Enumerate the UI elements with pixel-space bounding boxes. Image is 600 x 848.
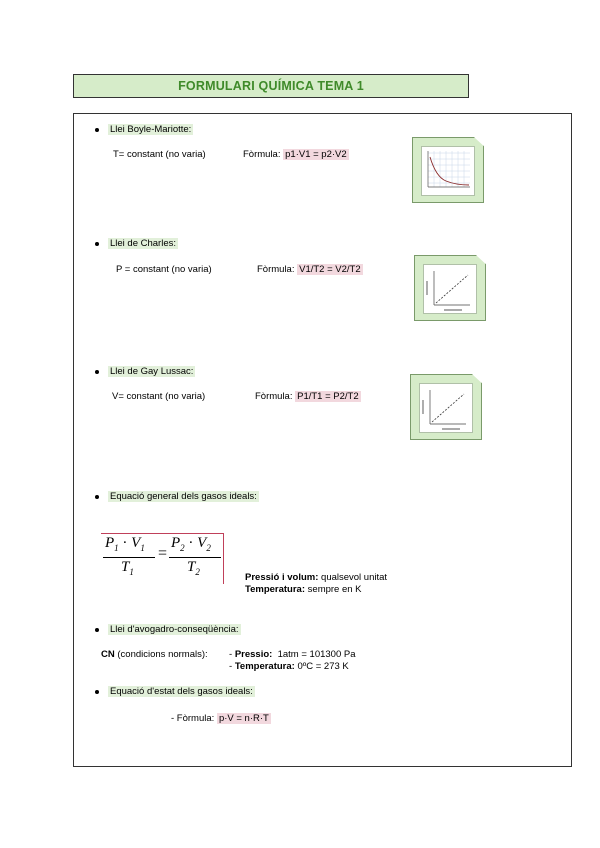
eq-fraction-bar-right — [169, 557, 221, 558]
state-formula-label: - Fòrmula: — [171, 713, 215, 724]
general-heading-label: Equació general dels gasos ideals: — [110, 491, 257, 502]
charles-condition: P = constant (no varia) — [116, 264, 212, 275]
document-title-box — [73, 74, 469, 98]
charles-formula: V1/T2 = V2/T2 — [299, 264, 361, 275]
state-formula-row — [171, 713, 271, 724]
bullet-icon — [95, 242, 99, 246]
avogadro-pressure: - Pressio: 1atm = 101300 Pa — [229, 649, 356, 660]
gaylussac-formula-row — [255, 391, 361, 402]
eq-numerator-left: $P_1 \cdot V_1$ — [105, 535, 145, 553]
document-title: FORMULARI QUÍMICA TEMA 1 — [178, 79, 364, 93]
boyle-graph-thumbnail — [412, 137, 484, 203]
bullet-icon — [95, 495, 99, 499]
boyle-heading — [95, 124, 193, 135]
state-formula: p·V = n·R·T — [218, 713, 269, 724]
charles-formula-label: Fòrmula: — [257, 264, 295, 275]
avogadro-heading — [95, 624, 241, 635]
gaylussac-graph-thumbnail — [410, 374, 482, 440]
boyle-condition: T= constant (no varia) — [113, 149, 206, 160]
avogadro-temperature: - Temperatura: 0ºC = 273 K — [229, 661, 349, 672]
bullet-icon — [95, 370, 99, 374]
eq-fraction-bar-left — [103, 557, 155, 558]
state-heading — [95, 686, 255, 697]
general-note-temperature: Temperatura: sempre en K — [245, 584, 362, 595]
avogadro-heading-label: Llei d'avogadro-conseqüència: — [110, 624, 239, 635]
general-note-units: Pressió i volum: qualsevol unitat — [245, 572, 388, 583]
general-heading — [95, 491, 259, 502]
gaylussac-formula-label: Fòrmula: — [255, 391, 293, 402]
charles-graph-icon — [424, 265, 476, 313]
eq-equals: = — [158, 545, 168, 562]
avogadro-cn-label: CN (condicions normals): — [101, 649, 208, 660]
boyle-formula-label: Fòrmula: — [243, 149, 281, 160]
gaylussac-graph-icon — [420, 384, 472, 432]
eq-numerator-right: $P_2 \cdot V_2$ — [171, 535, 211, 553]
gaylussac-heading — [95, 366, 195, 377]
bullet-icon — [95, 628, 99, 632]
charles-heading-label: Llei de Charles: — [110, 238, 177, 249]
boyle-heading-label: Llei Boyle-Mariotte: — [110, 124, 192, 135]
bullet-icon — [95, 128, 99, 132]
boyle-formula: p1·V1 = p2·V2 — [285, 149, 347, 160]
state-heading-label: Equació d'estat dels gasos ideals: — [110, 686, 253, 697]
charles-formula-row — [257, 264, 363, 275]
general-equation — [103, 533, 221, 583]
charles-heading — [95, 238, 178, 249]
gaylussac-heading-label: Llei de Gay Lussac: — [110, 366, 194, 377]
gaylussac-condition: V= constant (no varia) — [112, 391, 206, 402]
charles-graph-thumbnail — [414, 255, 486, 321]
boyle-graph-icon — [422, 147, 474, 195]
bullet-icon — [95, 690, 99, 694]
eq-denominator-right: $T_2$ — [187, 559, 200, 577]
gaylussac-formula: P1/T1 = P2/T2 — [297, 391, 359, 402]
eq-denominator-left: $T_1$ — [121, 559, 134, 577]
boyle-formula-row — [243, 149, 349, 160]
